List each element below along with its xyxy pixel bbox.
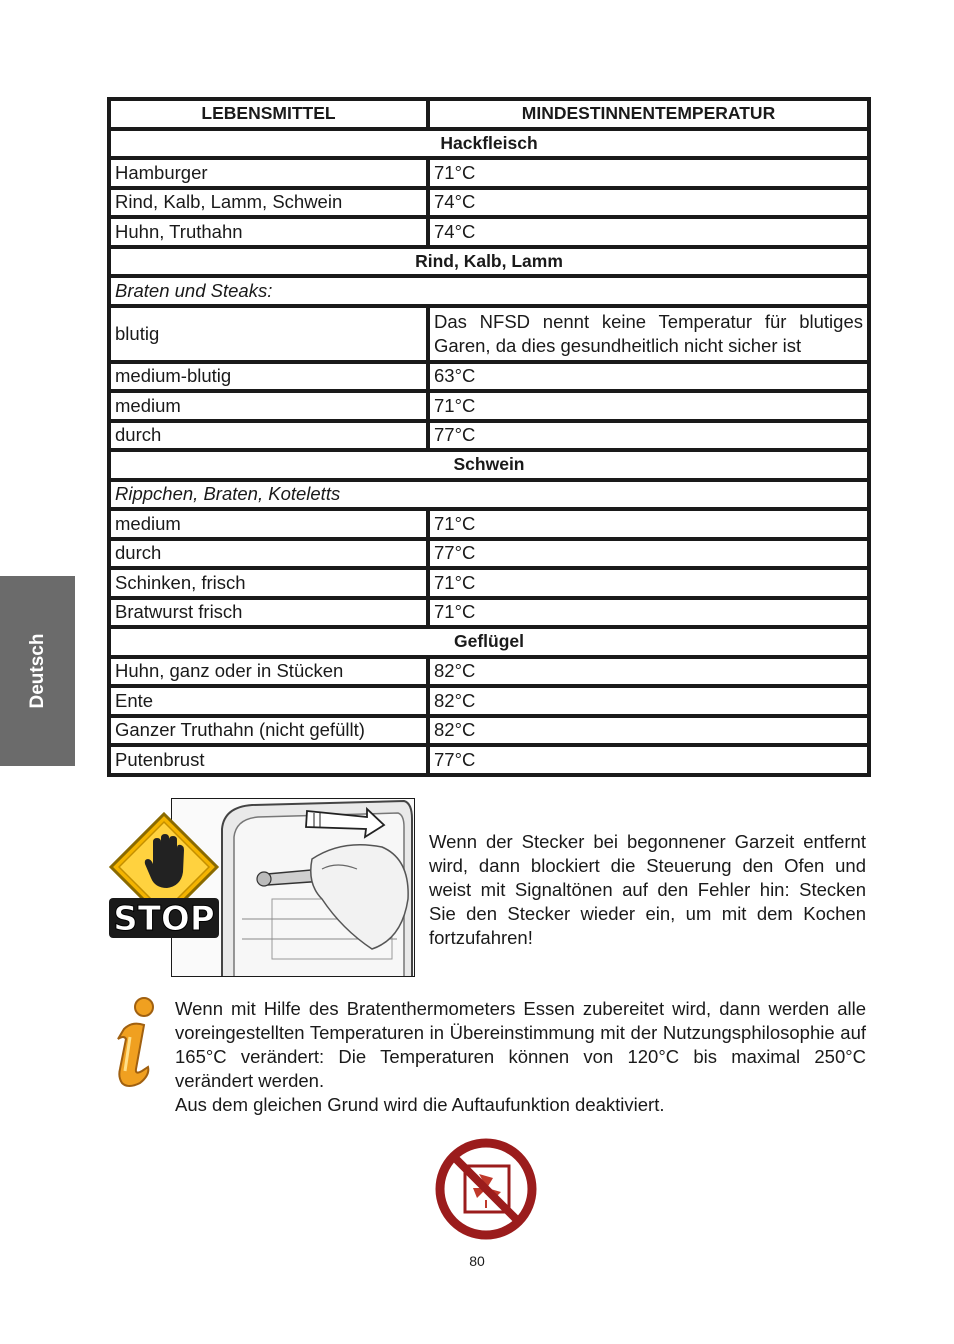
table-row (109, 568, 869, 598)
table-row (109, 657, 869, 687)
table-row (109, 539, 869, 569)
table-row (109, 745, 869, 775)
temp-cell: 77°C (428, 421, 869, 451)
food-cell: Huhn, ganz oder in Stücken (109, 657, 428, 687)
temp-cell: 82°C (428, 686, 869, 716)
temp-cell: 71°C (428, 158, 869, 188)
stop-sign-icon (107, 812, 222, 952)
food-cell: Putenbrust (109, 745, 428, 775)
food-cell: Rind, Kalb, Lamm, Schwein (109, 188, 428, 218)
info-icon (110, 995, 162, 1095)
food-cell: Ente (109, 686, 428, 716)
food-cell: Huhn, Truthahn (109, 217, 428, 247)
section-subtitle: Braten und Steaks: (109, 276, 869, 306)
table-row (109, 509, 869, 539)
temp-cell: 82°C (428, 716, 869, 746)
table-row (109, 188, 869, 218)
food-cell: Hamburger (109, 158, 428, 188)
temp-cell: 74°C (428, 217, 869, 247)
table-row (109, 686, 869, 716)
food-cell: blutig (109, 306, 428, 362)
info-paragraph: Wenn mit Hilfe des Bratenthermometers Essen zubereitet wird, dann werden alle voreingestellten Temperaturen in Übereinstimmung mit der Nutzungsphilosophie auf 165°C verändert: Die Temperaturen können von 120°C bis maximal 250°C verändert werden. (175, 998, 866, 1091)
temp-cell: 82°C (428, 657, 869, 687)
temp-cell: 71°C (428, 509, 869, 539)
food-cell: Schinken, frisch (109, 568, 428, 598)
table-row (109, 306, 869, 362)
table-row (109, 217, 869, 247)
temp-cell: 71°C (428, 598, 869, 628)
table-row (109, 716, 869, 746)
temp-cell: 71°C (428, 568, 869, 598)
table-row (109, 362, 869, 392)
stop-notice-text: Wenn der Stecker bei begonnener Garzeit entfernt wird, dann blockiert die Steuerung den Ofen und weist mit Signaltönen auf den Fehler hin: Stecken Sie den Stecker wieder ein, um mit dem Kochen fortzufahren! (429, 831, 866, 948)
table-row (109, 391, 869, 421)
temperature-table (107, 97, 871, 777)
no-defrost-icon (435, 1138, 537, 1245)
language-tab (0, 576, 75, 766)
temp-cell: 77°C (428, 539, 869, 569)
language-tab-label: Deutsch (26, 633, 48, 709)
section-title: Hackfleisch (109, 129, 869, 159)
temp-cell: 63°C (428, 362, 869, 392)
food-cell: Bratwurst frisch (109, 598, 428, 628)
page-number: 80 (469, 1253, 485, 1269)
section-title: Geflügel (109, 627, 869, 657)
info-notice (175, 997, 866, 1117)
table-row (109, 421, 869, 451)
section-subtitle: Rippchen, Braten, Koteletts (109, 480, 869, 510)
section-title: Schwein (109, 450, 869, 480)
temp-cell: 74°C (428, 188, 869, 218)
food-cell: medium (109, 391, 428, 421)
stop-sign-text: STOP (113, 899, 215, 939)
temp-cell: 77°C (428, 745, 869, 775)
food-cell: durch (109, 421, 428, 451)
food-cell: medium-blutig (109, 362, 428, 392)
food-cell: durch (109, 539, 428, 569)
table-header-row (109, 99, 869, 129)
info-paragraph: Aus dem gleichen Grund wird die Auftaufunktion deaktiviert. (175, 1094, 665, 1115)
header-food: LEBENSMITTEL (109, 99, 428, 129)
section-title: Rind, Kalb, Lamm (109, 247, 869, 277)
header-temperature: MINDESTINNENTEMPERATUR (428, 99, 869, 129)
table-row (109, 158, 869, 188)
temp-cell: 71°C (428, 391, 869, 421)
table-row (109, 598, 869, 628)
food-cell: medium (109, 509, 428, 539)
temp-cell: Das NFSD nennt keine Temperatur für blutiges Garen, da dies gesundheitlich nicht sicher ist (428, 306, 869, 362)
food-cell: Ganzer Truthahn (nicht gefüllt) (109, 716, 428, 746)
